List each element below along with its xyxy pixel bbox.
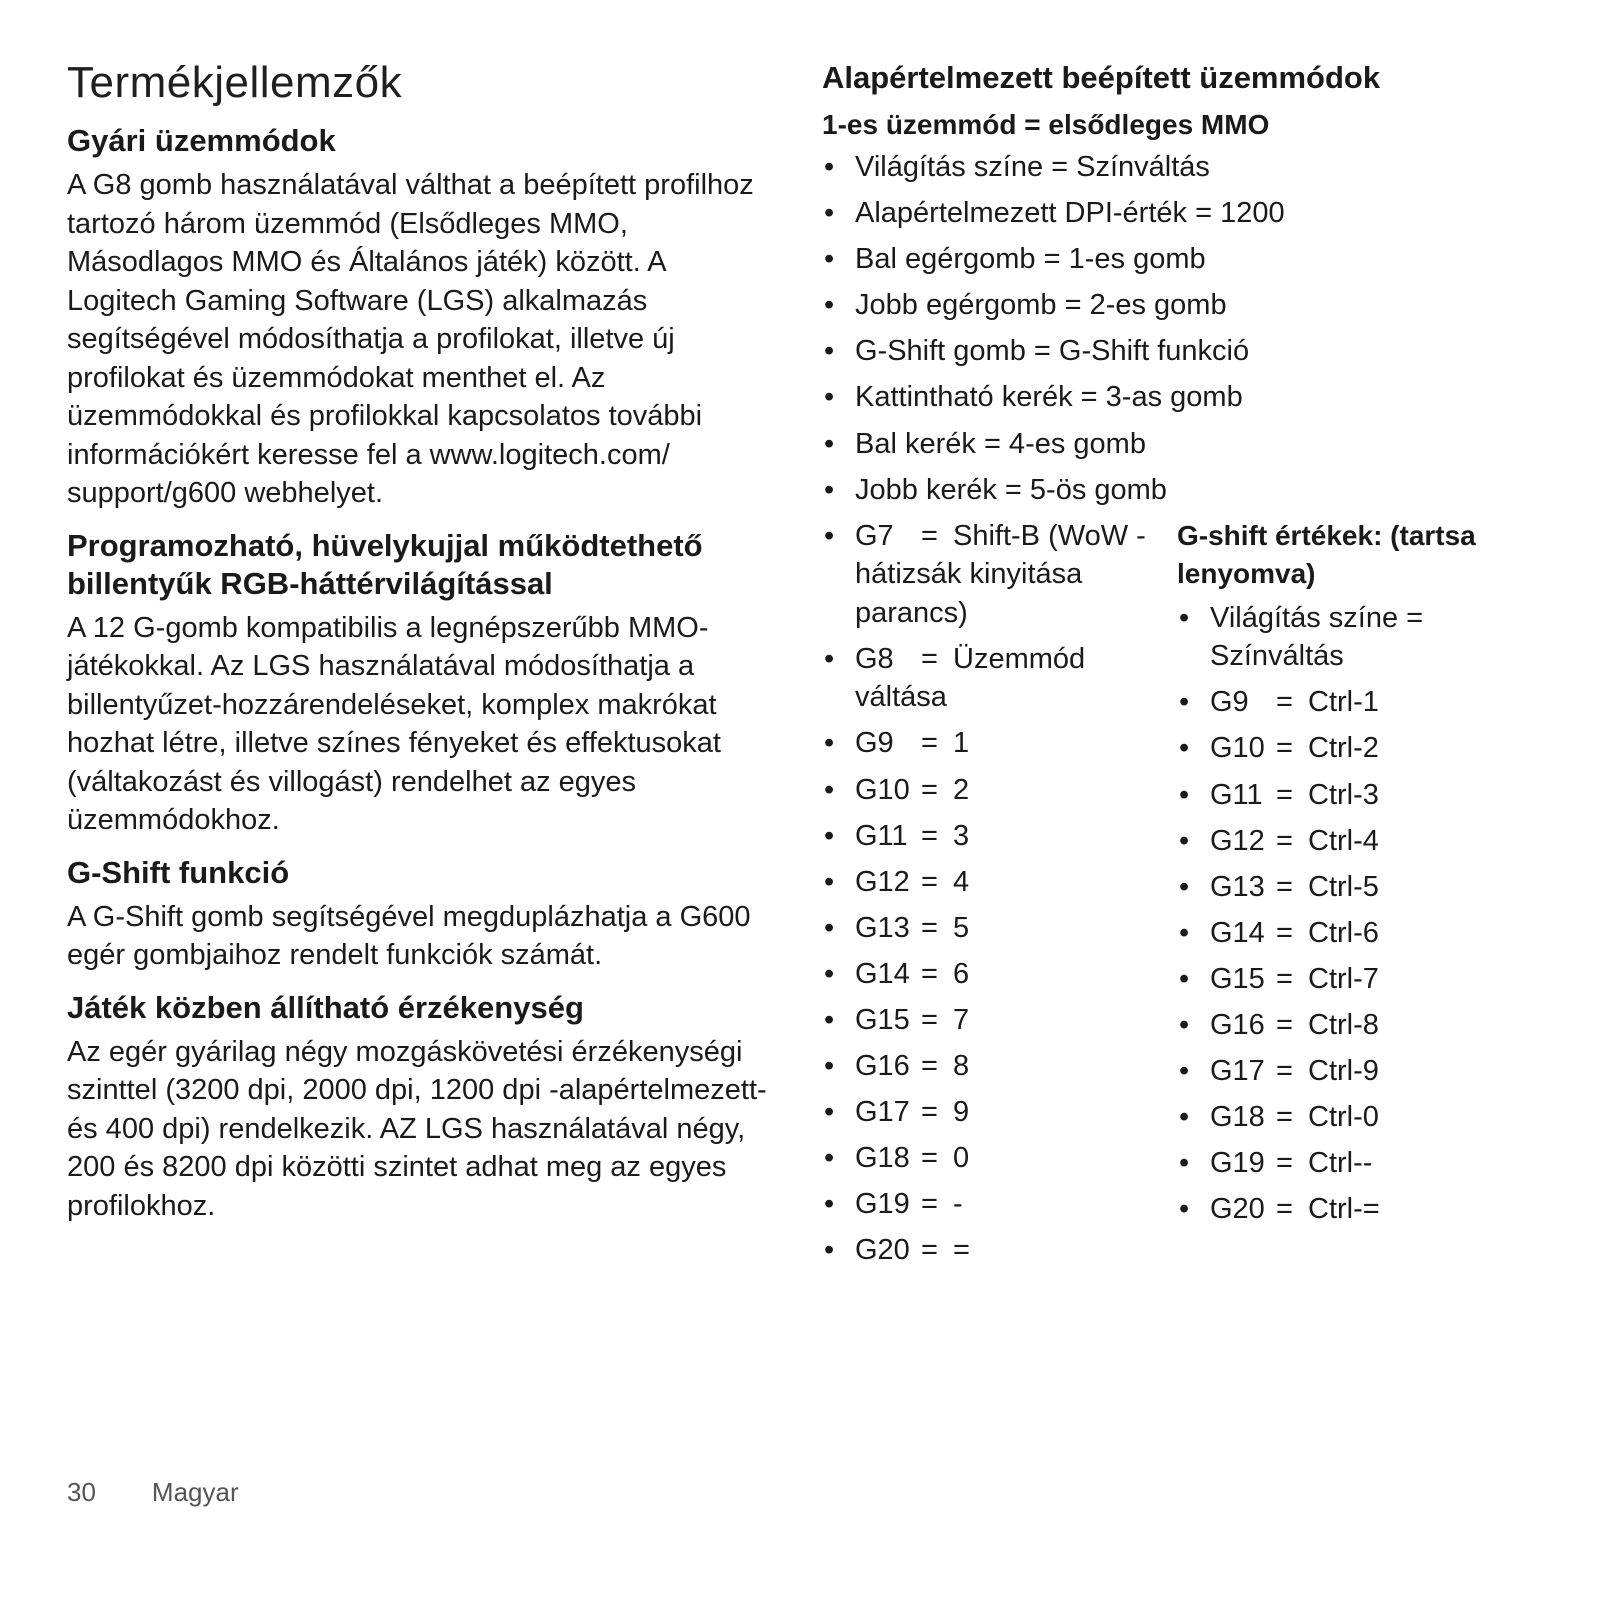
equals-sign: = [1276, 1009, 1293, 1041]
key-value: 8 [953, 1050, 970, 1083]
gshift-item [1177, 1098, 1537, 1137]
g-key-item [822, 771, 1177, 810]
gshift-first-item: • Világítás színe = Színváltás [1177, 599, 1537, 676]
key-value: = [953, 1234, 970, 1267]
gshift-item [1177, 1144, 1537, 1183]
g-key-item [822, 1001, 1177, 1040]
equals-sign: = [921, 911, 938, 944]
key-name: G12 [855, 865, 910, 898]
equals-sign: = [1276, 962, 1293, 995]
equals-sign: = [1276, 1193, 1293, 1226]
key-name: G19 [1210, 1147, 1265, 1180]
equals-sign: = [921, 1234, 938, 1267]
key-name: G14 [1210, 916, 1265, 949]
key-name: G16 [855, 1050, 910, 1083]
page-footer [67, 1477, 239, 1508]
g-key-item [822, 863, 1177, 902]
key-value: Ctrl-2 [1308, 732, 1379, 765]
footer-language: Magyar [151, 1477, 239, 1507]
key-name: G20 [855, 1234, 910, 1267]
left-column [67, 122, 767, 1239]
equals-sign: = [921, 642, 938, 675]
gshift-values-column [1177, 517, 1537, 1278]
key-name: G19 [855, 1188, 910, 1221]
equals-sign: = [921, 773, 938, 806]
key-value: Ctrl-= [1308, 1193, 1380, 1226]
g-key-item [822, 1047, 1177, 1086]
equals-sign: = [921, 819, 938, 852]
g-key-item [822, 517, 1177, 633]
equals-sign: = [921, 865, 938, 898]
key-name: G16 [1210, 1009, 1265, 1041]
section-heading: Játék közben állítható érzékenység [67, 989, 584, 1025]
mode-settings-list [822, 148, 1542, 509]
gshift-item [1177, 1052, 1537, 1091]
gshift-item [1177, 914, 1537, 953]
key-value: Shift-B (WoW - hátizsák kinyitása parancs) [855, 519, 1146, 629]
key-value: Ctrl-6 [1308, 916, 1379, 949]
right-column [822, 58, 1542, 1278]
equals-sign: = [921, 957, 938, 990]
g-key-list [822, 517, 1177, 1270]
key-value: 5 [953, 911, 970, 944]
key-value: Ctrl-0 [1308, 1101, 1379, 1134]
g-key-item [822, 640, 1177, 717]
key-value: 7 [953, 1004, 970, 1036]
equals-sign: = [921, 1142, 938, 1175]
equals-sign: = [921, 1050, 938, 1083]
section-body: A G8 gomb használatával válthat a beépített profilhoz tartozó három üzemmód (Elsődleges MMO, Másodlagos MMO és Általános játék) között. A Logitech Gaming Software (LGS) alkalmazás segítségével módosíthatja a profilokat, illetve új profilokat és üzemmódokat menthet el. Az üzemmódokkal és profilokkal kapcsolatos további információkért keresse fel a www.logitech.com/ support/g600 webhelyet. [67, 169, 754, 509]
section-thumb-keys [67, 527, 767, 840]
list-item: • G-Shift gomb = G-Shift funkció [822, 332, 1542, 371]
equals-sign: = [1276, 686, 1293, 719]
page-number: 30 [67, 1477, 96, 1507]
key-name: G11 [855, 819, 908, 852]
gshift-item [1177, 729, 1537, 768]
section-heading: Programozható, hüvelykujjal működtethető billentyűk RGB-háttérvilágítással [67, 527, 703, 601]
section-body: Az egér gyárilag négy mozgáskövetési érzékenységi szinttel (3200 dpi, 2000 dpi, 1200 dpi -alapértelmezett- és 400 dpi) rendelkezik. AZ LGS használatával négy, 200 és 8200 dpi közötti szintet adhat meg az egyes profilokhoz. [67, 1035, 767, 1222]
key-value: Ctrl-4 [1308, 824, 1379, 857]
key-name: G8 [855, 642, 894, 675]
list-item: • Világítás színe = Színváltás [822, 148, 1542, 187]
key-value: Ctrl-9 [1308, 1055, 1379, 1088]
mode-heading: 1-es üzemmód = elsődleges MMO [822, 109, 1270, 140]
equals-sign: = [1276, 1055, 1293, 1088]
key-value: - [953, 1188, 963, 1221]
key-value: Ctrl-8 [1308, 1009, 1379, 1041]
key-name: G10 [855, 773, 910, 806]
equals-sign: = [921, 727, 938, 760]
key-name: G9 [855, 727, 894, 760]
key-name: G18 [1210, 1101, 1265, 1134]
list-item: • Bal kerék = 4-es gomb [822, 425, 1542, 464]
key-name: G10 [1210, 732, 1265, 765]
section-heading: Gyári üzemmódok [67, 123, 336, 158]
key-name: G13 [1210, 870, 1265, 903]
section-factory-modes [67, 122, 767, 513]
key-value: Ctrl-7 [1308, 962, 1379, 995]
list-item: • Jobb kerék = 5-ös gomb [822, 471, 1542, 510]
gshift-item [1177, 1190, 1537, 1229]
key-name: G15 [1210, 962, 1265, 995]
default-modes-heading: Alapértelmezett beépített üzemmódok [822, 60, 1381, 95]
section-gshift [67, 854, 767, 975]
key-name: G13 [855, 911, 910, 944]
equals-sign: = [1276, 732, 1293, 765]
g-key-item [822, 1185, 1177, 1224]
gshift-heading: G-shift értékek: (tartsa lenyomva) [1177, 519, 1476, 589]
key-value: 0 [953, 1142, 970, 1175]
gshift-item [1177, 776, 1537, 815]
g-key-item [822, 817, 1177, 856]
g-key-item [822, 1231, 1177, 1270]
equals-sign: = [921, 1004, 938, 1036]
gshift-list [1177, 599, 1537, 1229]
section-sensitivity [67, 989, 767, 1226]
g-key-item [822, 1139, 1177, 1178]
key-name: G9 [1210, 686, 1249, 719]
key-value: Üzemmód váltása [855, 642, 1086, 714]
section-heading: G-Shift funkció [67, 854, 290, 890]
key-name: G15 [855, 1004, 910, 1036]
equals-sign: = [921, 1096, 938, 1129]
equals-sign: = [921, 1188, 938, 1221]
gshift-item [1177, 822, 1537, 861]
list-item: • Bal egérgomb = 1-es gomb [822, 240, 1542, 279]
key-name: G17 [1210, 1055, 1265, 1088]
gshift-item [1177, 960, 1537, 999]
list-item: • Jobb egérgomb = 2-es gomb [822, 286, 1542, 325]
gshift-item [1177, 683, 1537, 722]
equals-sign: = [1276, 1147, 1293, 1180]
g-key-mapping-column [822, 517, 1177, 1278]
gshift-item [1177, 1006, 1537, 1045]
key-value: Ctrl-5 [1308, 870, 1379, 903]
key-name: G7 [855, 519, 894, 552]
key-name: G11 [1210, 778, 1263, 811]
g-key-item [822, 955, 1177, 994]
equals-sign: = [921, 519, 938, 552]
page-title: Termékjellemzők [67, 58, 403, 107]
key-name: G18 [855, 1142, 910, 1175]
key-mapping-columns [822, 517, 1542, 1278]
key-name: G17 [855, 1096, 910, 1129]
section-body: A 12 G-gomb kompatibilis a legnépszerűbb MMO-játékokkal. Az LGS használatával módosíthatja a billentyűzet-hozzárendeléseket, komplex makrókat hozhat létre, illetve színes fényeket és effektusokat (váltakozást és villogást) rendelhet az egyes üzemmódokhoz. [67, 611, 721, 836]
list-item: • Kattintható kerék = 3-as gomb [822, 378, 1542, 417]
key-value: 3 [953, 819, 970, 852]
list-item: • Alapértelmezett DPI-érték = 1200 [822, 194, 1542, 233]
key-value: 9 [953, 1096, 970, 1129]
key-value: Ctrl-3 [1308, 778, 1379, 811]
g-key-item [822, 909, 1177, 948]
key-value: 6 [953, 957, 970, 990]
equals-sign: = [1276, 1101, 1293, 1134]
key-value: 2 [953, 773, 970, 806]
equals-sign: = [1276, 824, 1293, 857]
equals-sign: = [1276, 916, 1293, 949]
key-name: G12 [1210, 824, 1265, 857]
key-value: Ctrl-- [1308, 1147, 1373, 1180]
g-key-item [822, 724, 1177, 763]
key-name: G20 [1210, 1193, 1265, 1226]
section-body: A G-Shift gomb segítségével megduplázhatja a G600 egér gombjaihoz rendelt funkciók számát. [67, 900, 751, 971]
equals-sign: = [1276, 870, 1293, 903]
key-value: 1 [953, 727, 970, 760]
g-key-item [822, 1093, 1177, 1132]
gshift-item [1177, 868, 1537, 907]
key-name: G14 [855, 957, 910, 990]
key-value: 4 [953, 865, 970, 898]
equals-sign: = [1276, 778, 1293, 811]
key-value: Ctrl-1 [1308, 686, 1379, 719]
